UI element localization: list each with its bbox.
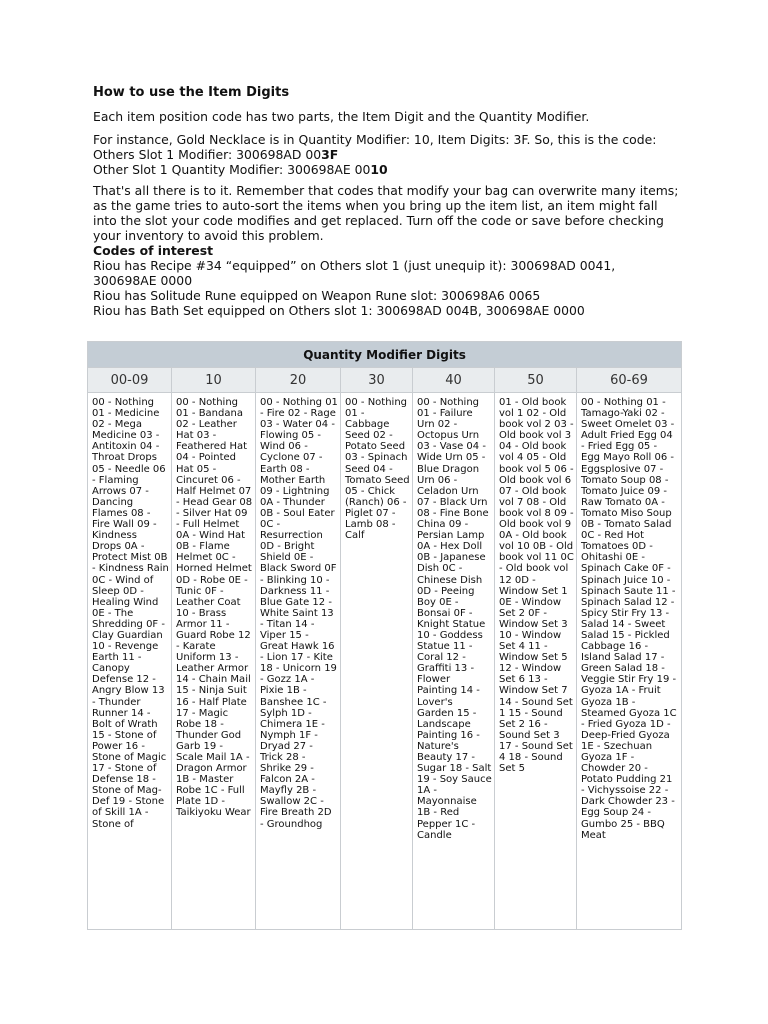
- table-cell: [341, 393, 413, 930]
- code-entry: 300698AE 0000: [93, 273, 193, 288]
- column-header: 00-09: [88, 368, 172, 393]
- code-entry: Riou has Recipe #34 “equipped” on Others slot 1 (just unequip it): 300698AD 0041,: [93, 258, 616, 273]
- item-list: 00 - Nothing 01 - Tamago-Yaki 02 - Sweet Omelet 03 - Adult Fried Egg 04 - Fried Egg 05 - Egg Mayo Roll 06 - Eggsplosive 07 - Tomato Soup 08 - Tomato Juice 09 - Raw Tomato 0A - Tomato Miso Soup 0B - Tomato Salad 0C - Red Hot Tomatoes 0D - Ohitashi 0E - Spinach Cake 0F - Spinach Juice 10 - Spinach Saute 11 - Spinach Salad 12 - Spicy Stir Fry 13 - Salad 14 - Sweet Salad 15 - Pickled Cabbage 16 - Island Salad 17 - Green Salad 18 - Veggie Stir Fry 19 - Gyoza 1A - Fruit Gyoza 1B - Steamed Gyoza 1C - Fried Gyoza 1D - Deep-Fried Gyoza 1E - Szechuan Gyoza 1F - Chowder 20 - Potato Pudding 21 - Vichyssoise 22 - Dark Chowder 23 - Egg Soup 24 - Gumbo 25 - BBQ Meat: [581, 397, 677, 841]
- column-header: 60-69: [577, 368, 682, 393]
- table-cell: [577, 393, 682, 930]
- item-list: 00 - Nothing 01 - Medicine 02 - Mega Medicine 03 - Antitoxin 04 - Throat Drops 05 - Needle 06 - Flaming Arrows 07 - Dancing Flames 08 - Fire Wall 09 - Kindness Drops 0A - Protect Mist 0B - Kindness Rain 0C - Wind of Sleep 0D - Healing Wind 0E - The Shredding 0F - Clay Guardian 10 - Revenge Earth 11 - Canopy Defense 12 - Angry Blow 13 - Thunder Runner 14 - Bolt of Wrath 15 - Stone of Power 16 - Stone of Magic 17 - Stone of Defense 18 - Stone of Mag-Def 19 - Stone of Skill 1A - Stone of: [92, 397, 169, 830]
- quantity-modifier-table: [87, 341, 682, 930]
- code-prefix: Others Slot 1 Modifier: 300698AD 00: [93, 147, 322, 162]
- code-entry: Riou has Solitude Rune equipped on Weapon Rune slot: 300698A6 0065: [93, 288, 541, 303]
- item-list: 00 - Nothing 01 - Cabbage Seed 02 - Potato Seed 03 - Spinach Seed 04 - Tomato Seed 05 - Chick (Ranch) 06 - Piglet 07 - Lamb 08 - Calf: [345, 397, 410, 542]
- item-list: 00 - Nothing 01 - Fire 02 - Rage 03 - Water 04 - Flowing 05 - Wind 06 - Cyclone 07 - Earth 08 - Mother Earth 09 - Lightning 0A - Thunder 0B - Soul Eater 0C - Resurrection 0D - Bright Shield 0E - Black Sword 0F - Blinking 10 - Darkness 11 - Blue Gate 12 - White Saint 13 - Titan 14 - Viper 15 - Great Hawk 16 - Lion 17 - Kite 18 - Unicorn 19 - Gozz 1A - Pixie 1B - Banshee 1C - Sylph 1D - Chimera 1E - Nymph 1F - Dryad 27 - Trick 28 - Shrike 29 - Falcon 2A - Mayfly 2B - Swallow 2C - Fire Breath 2D - Groundhog: [260, 397, 338, 830]
- code-line-modifier: [93, 147, 683, 162]
- table-cell: [413, 393, 495, 930]
- column-header: 50: [495, 368, 577, 393]
- example-block: [93, 132, 683, 177]
- item-list: 01 - Old book vol 1 02 - Old book vol 2 03 - Old book vol 3 04 - Old book vol 4 05 - Old book vol 5 06 - Old book vol 6 07 - Old book vol 7 08 - Old book vol 8 09 - Old book vol 9 0A - Old book vol 10 0B - Old book vol 11 0C - Old book vol 12 0D - Window Set 1 0E - Window Set 2 0F - Window Set 3 10 - Window Set 4 11 - Window Set 5 12 - Window Set 6 13 - Window Set 7 14 - Sound Set 1 15 - Sound Set 2 16 - Sound Set 3 17 - Sound Set 4 18 - Sound Set 5: [499, 397, 574, 775]
- code-entry: Riou has Bath Set equipped on Others slot 1: 300698AD 004B, 300698AE 0000: [93, 303, 585, 318]
- table-cell: [256, 393, 341, 930]
- table-cell: [495, 393, 577, 930]
- item-list: 00 - Nothing 01 - Failure Urn 02 - Octopus Urn 03 - Vase 04 - Wide Urn 05 - Blue Dragon Urn 06 - Celadon Urn 07 - Black Urn 08 - Fine Bone China 09 - Persian Lamp 0A - Hex Doll 0B - Japanese Dish 0C - Chinese Dish 0D - Peeing Boy 0E - Bonsai 0F - Knight Statue 10 - Goddess Statue 11 - Coral 12 - Graffiti 13 - Flower Painting 14 - Lover's Garden 15 - Landscape Painting 16 - Nature's Beauty 17 - Sugar 18 - Salt 19 - Soy Sauce 1A - Mayonnaise 1B - Red Pepper 1C - Candle: [417, 397, 492, 841]
- article-body: [93, 84, 683, 318]
- table-cell: [88, 393, 172, 930]
- table-cell: [172, 393, 256, 930]
- column-header: 40: [413, 368, 495, 393]
- column-header: 10: [172, 368, 256, 393]
- intro-paragraph: Each item position code has two parts, the Item Digit and the Quantity Modifier.: [93, 109, 590, 124]
- column-header: 20: [256, 368, 341, 393]
- code-highlight: 10: [370, 162, 388, 177]
- column-header: 30: [341, 368, 413, 393]
- page-heading: How to use the Item Digits: [93, 85, 290, 100]
- code-line-quantity: [93, 162, 683, 177]
- example-text: For instance, Gold Necklace is in Quantity Modifier: 10, Item Digits: 3F. So, this is the code:: [93, 132, 657, 147]
- warning-paragraph: That's all there is to it. Remember that codes that modify your bag can overwrite many items; as the game tries to auto-sort the items when you bring up the item list, an item might fall into the slot your code modifies and get replaced. Turn off the code or save before checking your inventory to avoid this problem.: [93, 183, 679, 243]
- code-prefix: Other Slot 1 Quantity Modifier: 300698AE 00: [93, 162, 371, 177]
- codes-title: Codes of interest: [93, 243, 213, 258]
- table-title: Quantity Modifier Digits: [88, 342, 682, 368]
- item-list: 00 - Nothing 01 - Bandana 02 - Leather Hat 03 - Feathered Hat 04 - Pointed Hat 05 - Cincuret 06 - Half Helmet 07 - Head Gear 08 - Silver Hat 09 - Full Helmet 0A - Wind Hat 0B - Flame Helmet 0C - Horned Helmet 0D - Robe 0E - Tunic 0F - Leather Coat 10 - Brass Armor 11 - Guard Robe 12 - Karate Uniform 13 - Leather Armor 14 - Chain Mail 15 - Ninja Suit 16 - Half Plate 17 - Magic Robe 18 - Thunder God Garb 19 - Scale Mail 1A - Dragon Armor 1B - Master Robe 1C - Full Plate 1D - Taikiyoku Wear: [176, 397, 253, 819]
- code-highlight: 3F: [321, 147, 339, 162]
